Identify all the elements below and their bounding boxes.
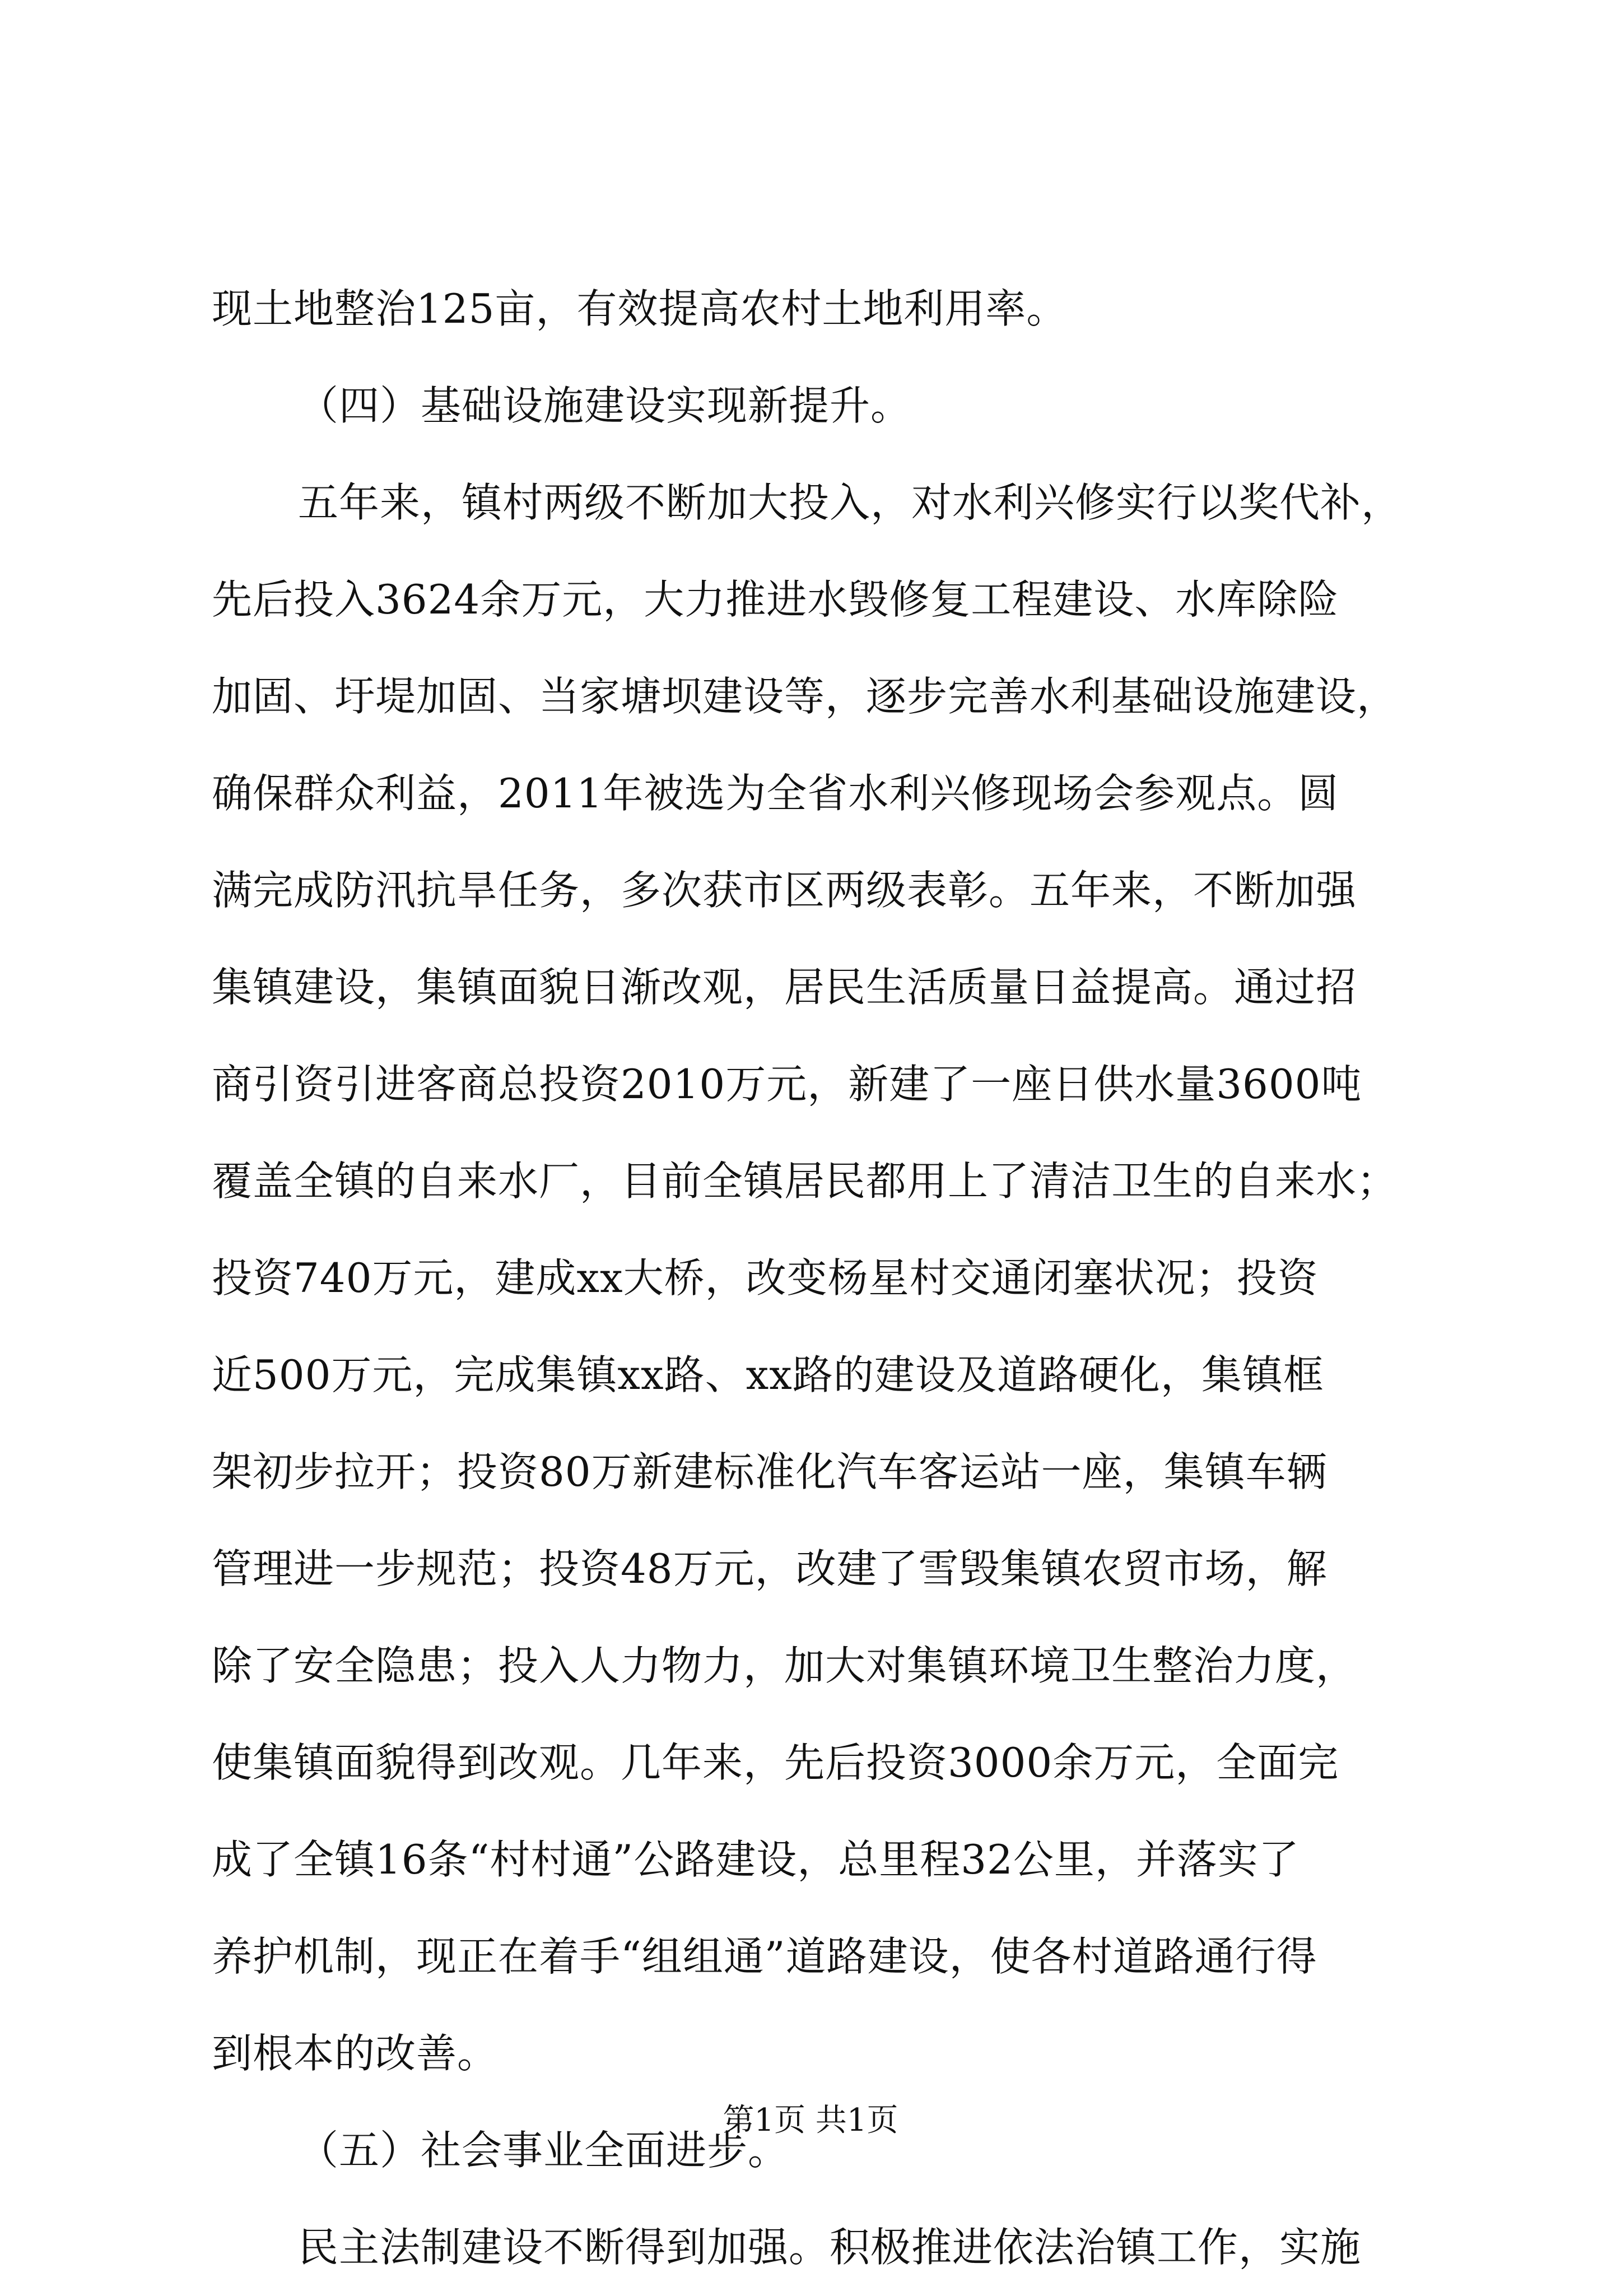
body-text [212, 261, 1433, 2296]
text-line: 投资740万元，建成xx大桥，改变杨星村交通闭塞状况；投资 [212, 1254, 1319, 1302]
text-line: 商引资引进客商总投资2010万元，新建了一座日供水量3600吨 [212, 1061, 1362, 1108]
text-line: 架初步拉开；投资80万新建标准化汽车客运站一座，集镇车辆 [212, 1448, 1327, 1495]
text-line: 民主法制建设不断得到加强。积极推进依法治镇工作，实施 [298, 2224, 1362, 2271]
text-line: 使集镇面貌得到改观。几年来，先后投资3000余万元，全面完 [212, 1739, 1339, 1786]
text-line: 现土地整治125亩，有效提高农村土地利用率。 [212, 285, 1068, 332]
page-footer: 第1页 共1页 [723, 2102, 898, 2139]
text-line: 五年来，镇村两级不断加大投入，对水利兴修实行以奖代补， [298, 479, 1403, 526]
text-line: 覆盖全镇的自来水厂，目前全镇居民都用上了清洁卫生的自来水； [212, 1158, 1398, 1205]
text-line: 除了安全隐患；投入人力物力，加大对集镇环境卫生整治力度， [212, 1642, 1357, 1689]
section-heading-5: （五）社会事业全面进步。 [298, 2127, 789, 2174]
text-line: 先后投入3624余万元，大力推进水毁修复工程建设、水库除险 [212, 576, 1339, 623]
text-line: 确保群众利益，2011年被选为全省水利兴修现场会参观点。圆 [212, 770, 1339, 817]
text-line: 加固、圩堤加固、当家塘坝建设等，逐步完善水利基础设施建设， [212, 673, 1398, 720]
text-line: 满完成防汛抗旱任务，多次获市区两级表彰。五年来，不断加强 [212, 867, 1357, 914]
text-line: 成了全镇16条“村村通”公路建设，总里程32公里，并落实了 [212, 1836, 1299, 1883]
text-line: 到根本的改善。 [212, 2030, 499, 2077]
text-line: 集镇建设，集镇面貌日渐改观，居民生活质量日益提高。通过招 [212, 964, 1357, 1011]
text-line: 近500万元，完成集镇xx路、xx路的建设及道路硬化，集镇框 [212, 1351, 1324, 1398]
section-heading-4: （四）基础设施建设实现新提升。 [298, 382, 912, 429]
text-line: 养护机制，现正在着手“组组通”道路建设，使各村道路通行得 [212, 1933, 1317, 1980]
text-line: 管理进一步规范；投资48万元，改建了雪毁集镇农贸市场，解 [212, 1545, 1327, 1592]
